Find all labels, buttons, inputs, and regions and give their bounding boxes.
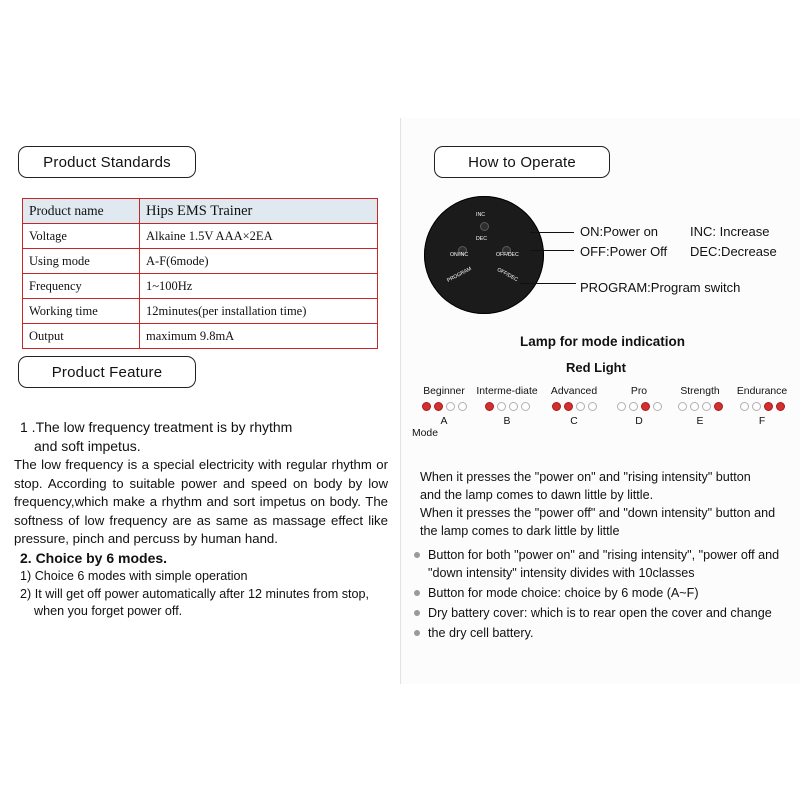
bullet-icon [414, 630, 420, 636]
mode-letter: F [758, 416, 766, 427]
led [752, 402, 761, 411]
remote-label-dec: DEC [476, 236, 487, 242]
callout-line-program [520, 283, 576, 284]
led [714, 402, 723, 411]
table-row [23, 324, 378, 349]
bullet-icon [414, 590, 420, 596]
table-cell-value: maximum 9.8mA [140, 324, 378, 349]
feature-list-item-2-line2: when you forget power off. [34, 604, 183, 618]
table-cell-value: 1~100Hz [140, 274, 378, 299]
remote-label-on-inc: ON/INC [450, 252, 469, 258]
bullet-1-line1: Button for both "power on" and "rising intensity", "power off and [428, 548, 780, 562]
led [588, 402, 597, 411]
table-row [23, 224, 378, 249]
mode-letter: E [696, 416, 704, 427]
mode-leds [475, 402, 539, 411]
mode-leds [668, 402, 732, 411]
remote-dot-inc [480, 222, 489, 231]
mode-letter: A [440, 416, 448, 427]
remote-control-illustration [424, 196, 544, 314]
led [422, 402, 431, 411]
instruction-p2-line1: When it presses the "power off" and "down intensity" button and [420, 506, 776, 520]
callout-line-off [530, 250, 574, 251]
mode-letter: D [635, 416, 643, 427]
led [764, 402, 773, 411]
heading-product-standards: Product Standards [18, 146, 196, 178]
led [564, 402, 573, 411]
mode-letter: C [570, 416, 578, 427]
table-cell-label: Voltage [23, 224, 140, 249]
mode-leds [542, 402, 606, 411]
table-cell-label: Working time [23, 299, 140, 324]
led [576, 402, 585, 411]
led [552, 402, 561, 411]
mode-column-c [542, 386, 606, 427]
led [678, 402, 687, 411]
heading-product-feature: Product Feature [18, 356, 196, 388]
table-row [23, 274, 378, 299]
feature-list [20, 568, 388, 621]
list-item [414, 584, 794, 602]
mode-column-d [607, 386, 671, 427]
operate-program-label: PROGRAM:Program switch [580, 280, 741, 295]
led [653, 402, 662, 411]
table-row [23, 299, 378, 324]
led [690, 402, 699, 411]
mode-column-a [412, 386, 476, 427]
bullet-3-line1: Dry battery cover: which is to rear open the cover and change [428, 606, 772, 620]
lamp-section-title: Lamp for mode indication [520, 334, 686, 349]
mode-letter: B [503, 416, 511, 427]
mode-name: Strength [680, 386, 720, 397]
bullet-icon [414, 552, 420, 558]
led [702, 402, 711, 411]
bottom-margin [0, 684, 800, 800]
mode-indicator-chart [412, 386, 792, 442]
remote-label-program: PROGRAM [446, 266, 473, 284]
operate-on-label: ON:Power on [580, 224, 659, 239]
remote-label-inc: INC [476, 212, 485, 218]
led [629, 402, 638, 411]
mode-column-b [475, 386, 539, 427]
mode-name: Interme-diate [476, 386, 538, 397]
list-item [414, 604, 794, 622]
bullet-2-line1: Button for mode choice: choice by 6 mode (A~F) [428, 586, 699, 600]
table-cell-label: Product name [23, 199, 140, 224]
instruction-paragraph-1 [420, 468, 792, 504]
led [521, 402, 530, 411]
led [641, 402, 650, 411]
operate-inc-label: INC: Increase [690, 224, 770, 239]
led [446, 402, 455, 411]
led [497, 402, 506, 411]
mode-column-f [730, 386, 794, 427]
instruction-p2-line2: the lamp comes to dark little by little [420, 524, 620, 538]
led [485, 402, 494, 411]
table-cell-label: Frequency [23, 274, 140, 299]
mode-name: Pro [630, 386, 648, 397]
bullet-4-line1: the dry cell battery. [428, 626, 534, 640]
remote-label-off-dec: OFF/DEC [496, 252, 519, 258]
led [458, 402, 467, 411]
table-cell-value: Hips EMS Trainer [140, 199, 378, 224]
mode-leds [412, 402, 476, 411]
mode-name: Beginner [423, 386, 465, 397]
feature-item-2: 2. Choice by 6 modes. [20, 550, 168, 566]
led [509, 402, 518, 411]
feature-item-1-line1: 1 .The low frequency treatment is by rhythm [20, 419, 293, 435]
mode-name: Advanced [550, 386, 598, 397]
feature-list-item-2 [20, 586, 388, 621]
operate-dec-label: DEC:Decrease [690, 244, 777, 259]
led [434, 402, 443, 411]
instruction-paragraph-2 [420, 504, 792, 540]
bullet-1-line2: "down intensity" intensity divides with 10classes [428, 566, 695, 580]
list-item [414, 546, 794, 582]
table-row [23, 249, 378, 274]
mode-column-e [668, 386, 732, 427]
list-item [414, 624, 794, 642]
led [776, 402, 785, 411]
operate-off-label: OFF:Power Off [580, 244, 668, 259]
led [740, 402, 749, 411]
feature-paragraph: The low frequency is a special electricity with regular rhythm or stop. According to suitable power and speed on body by low frequency,which make a rhythm and sort impetus on body. The softness of low frequency are as same as massage effect like pressure, pinch and percuss by human hand. [14, 457, 388, 546]
instruction-p1-line1: When it presses the "power on" and "rising intensity" button [420, 470, 751, 484]
table-cell-value: 12minutes(per installation time) [140, 299, 378, 324]
mode-leds [730, 402, 794, 411]
feature-list-item-1: 1) Choice 6 modes with simple operation [20, 569, 248, 583]
mode-name: Endurance [736, 386, 788, 397]
instruction-p1-line2: and the lamp comes to dawn little by little. [420, 488, 654, 502]
instruction-bullet-list [414, 546, 794, 644]
table-cell-label: Using mode [23, 249, 140, 274]
remote-label-dec-2: OFF/DEC [495, 267, 519, 283]
feature-list-item-2-line1: 2) It will get off power automatically after 12 minutes from stop, [20, 586, 370, 601]
led [617, 402, 626, 411]
callout-line-on [530, 232, 574, 233]
feature-item-1 [20, 418, 370, 456]
top-margin [0, 0, 800, 118]
table-cell-label: Output [23, 324, 140, 349]
table-cell-value: A-F(6mode) [140, 249, 378, 274]
table-row [23, 199, 378, 224]
table-cell-value: Alkaine 1.5V AAA×2EA [140, 224, 378, 249]
bullet-icon [414, 610, 420, 616]
mode-row-label: Mode [412, 428, 438, 439]
mode-leds [607, 402, 671, 411]
product-spec-table [22, 198, 378, 349]
red-light-label: Red Light [566, 360, 626, 375]
heading-how-to-operate: How to Operate [434, 146, 610, 178]
feature-item-1-line2: and soft impetus. [34, 438, 141, 454]
